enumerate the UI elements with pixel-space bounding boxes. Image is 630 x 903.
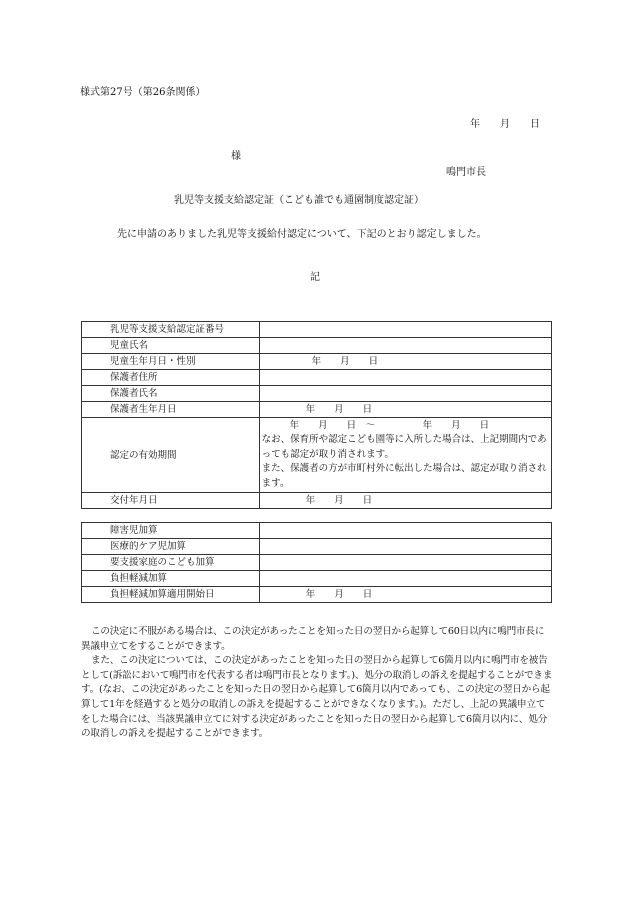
certificate-table <box>81 321 552 509</box>
validity-label: 認定の有効期間 <box>82 418 260 493</box>
disabled-addition-label: 障害児加算 <box>82 523 260 539</box>
medical-care-addition-label: 医療的ケア児加算 <box>82 539 260 555</box>
table-row <box>82 523 552 539</box>
intro-text: 先に申請のありました乳児等支援給付認定について、下記のとおり認定しました。 <box>117 229 487 240</box>
table-row <box>82 386 552 402</box>
child-birth-date: 年 月 日 <box>311 356 379 367</box>
table-row <box>82 354 552 370</box>
issue-date-value <box>259 493 551 509</box>
guardian-address-value <box>259 370 551 386</box>
guardian-birth-value <box>259 402 551 418</box>
child-name-value <box>259 338 551 354</box>
cert-number-label: 乳児等支援支給認定証番号 <box>82 322 260 338</box>
burden-start-label: 負担軽減加算適用開始日 <box>82 587 260 603</box>
appeal-notice <box>81 625 553 742</box>
appeal-paragraph-1: この決定に不服がある場合は、この決定があったことを知った日の翌日から起算して60日以内に鳴門市長に異議申立てをすることができます。 <box>81 626 545 652</box>
support-family-addition-value <box>259 555 551 571</box>
issue-date: 年 月 日 <box>305 495 373 506</box>
table-row <box>82 418 552 493</box>
validity-value <box>259 418 551 493</box>
cert-number-value <box>259 322 551 338</box>
table-row <box>82 539 552 555</box>
burden-start-date: 年 月 日 <box>305 589 373 600</box>
child-birth-label: 児童生年月日・性別 <box>82 354 260 370</box>
table-row <box>82 322 552 338</box>
guardian-birth-date: 年 月 日 <box>305 404 373 415</box>
appeal-paragraph-2: また、この決定については、この決定があったことを知った日の翌日から起算して6箇月以内に鳴門市を被告として(訴訟において鳴門市を代表する者は鳴門市長となります。)、処分の取消しの訴えを提起することができます。(なお、この決定があったことを知った日の翌日から起算して6箇月以内であっても、この決定の翌日から起算して1年を経過すると処分の取消しの訴えを提起することができなくなります。)。ただし、上記の異議申立てをした場合には、当該異議申立てに対する決定があったことを知った日の翌日から起算して6箇月以内に、処分の取消しの訴えを提起することができます。 <box>81 655 553 740</box>
table-row <box>82 571 552 587</box>
disabled-addition-value <box>259 523 551 539</box>
child-birth-value <box>259 354 551 370</box>
guardian-birth-label: 保護者生年月日 <box>82 402 260 418</box>
burden-reduction-label: 負担軽減加算 <box>82 571 260 587</box>
table-row <box>82 402 552 418</box>
issuer-name: 鳴門市長 <box>446 167 486 178</box>
date-line: 年 月 日 <box>470 119 540 130</box>
guardian-address-label: 保護者住所 <box>82 370 260 386</box>
burden-start-value <box>259 587 551 603</box>
document-title: 乳児等支援支給認定証（こども誰でも通園制度認定証） <box>174 195 424 206</box>
table-row <box>82 587 552 603</box>
guardian-name-label: 保護者氏名 <box>82 386 260 402</box>
table-row <box>82 338 552 354</box>
child-name-label: 児童氏名 <box>82 338 260 354</box>
validity-range: 年 月 日 ～ 年 月 日 <box>289 419 490 431</box>
ki-heading: 記 <box>310 272 320 283</box>
validity-note-1: なお、保育所や認定こども園等に入所した場合は、上記期間内であっても認定が取り消されます。 <box>261 434 547 460</box>
burden-reduction-value <box>259 571 551 587</box>
form-number: 様式第27号（第26条関係） <box>80 87 206 98</box>
guardian-name-value <box>259 386 551 402</box>
support-family-addition-label: 要支援家庭のこども加算 <box>82 555 260 571</box>
table-row <box>82 493 552 509</box>
medical-care-addition-value <box>259 539 551 555</box>
table-row <box>82 555 552 571</box>
issue-date-label: 交付年月日 <box>82 493 260 509</box>
table-row <box>82 370 552 386</box>
addressee-suffix: 様 <box>231 151 241 162</box>
validity-note-2: また、保護者の方が市町村外に転出した場合は、認定が取り消されます。 <box>261 463 547 489</box>
additions-table <box>81 522 552 603</box>
